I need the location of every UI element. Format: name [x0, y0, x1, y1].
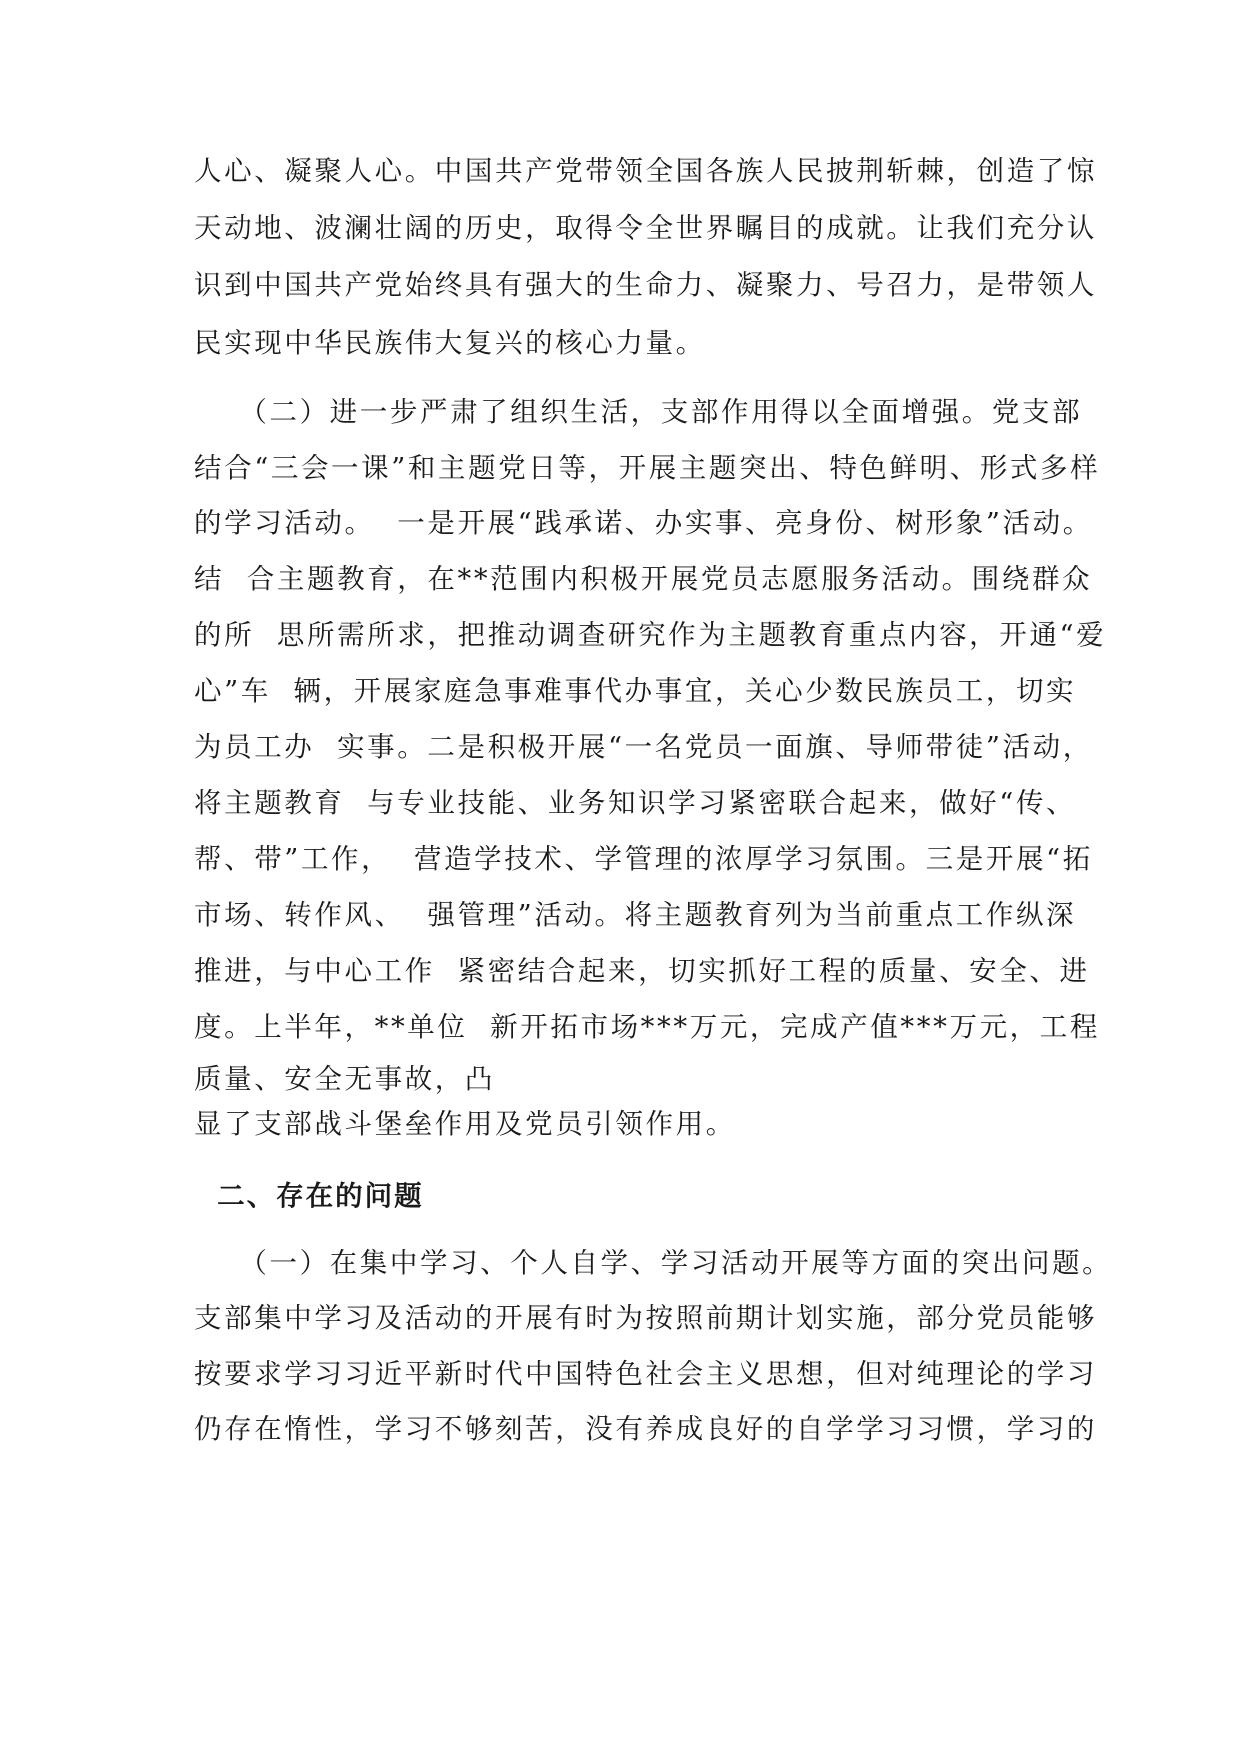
body-text-line: 的所 思所需所求，把推动调查研究作为主题教育重点内容，开通“爱 [194, 619, 1107, 651]
body-text-line: 帮、带”工作， 营造学技术、学管理的浓厚学习氛围。三是开展“拓 [194, 843, 1093, 875]
body-text-line: 结 合主题教育，在**范围内积极开展党员志愿服务活动。围绕群众 [194, 563, 1093, 595]
body-text-line: 将主题教育 与专业技能、业务知识学习紧密联合起来，做好“传、 [194, 787, 1077, 819]
body-text-line: 度。上半年，**单位 新开拓市场***万元，完成产值***万元，工程 [194, 1011, 1100, 1043]
body-text-line: 按要求学习习近平新时代中国特色社会主义思想，但对纯理论的学习 [194, 1358, 1097, 1390]
body-text-line: （二）进一步严肃了组织生活，支部作用得以全面增强。党支部 [194, 396, 1083, 428]
section-heading: 二、存在的问题 [194, 1180, 424, 1212]
body-text-line: 为员工办 实事。二是积极开展“一名党员一面旗、导师带徒”活动， [194, 731, 1093, 763]
body-text-line: 识到中国共产党始终具有强大的生命力、凝聚力、号召力，是带领人 [194, 269, 1097, 301]
body-text-line: 市场、转作风、 强管理”活动。将主题教育列为当前重点工作纵深 [194, 899, 1077, 931]
body-text-line: 推进，与中心工作 紧密结合起来，切实抓好工程的质量、安全、进 [194, 955, 1090, 987]
body-text-line: （一）在集中学习、个人自学、学习活动开展等方面的突出问题。 [194, 1247, 1113, 1279]
body-text-line: 民实现中华民族伟大复兴的核心力量。 [194, 327, 706, 359]
body-text-line: 质量、安全无事故，凸 [194, 1063, 495, 1095]
body-text-line: 仍存在惰性，学习不够刻苦，没有养成良好的自学学习习惯，学习的 [194, 1413, 1097, 1445]
body-text-line: 心”车 辆，开展家庭急事难事代办事宜，关心少数民族员工，切实 [194, 675, 1077, 707]
body-text-line: 人心、凝聚人心。中国共产党带领全国各族人民披荆斩棘，创造了惊 [194, 155, 1097, 187]
body-text-line: 支部集中学习及活动的开展有时为按照前期计划实施，部分党员能够 [194, 1302, 1097, 1334]
body-text-line: 结合“三会一课”和主题党日等，开展主题突出、特色鲜明、形式多样 [194, 452, 1101, 484]
body-text-line: 天动地、波澜壮阔的历史，取得令全世界瞩目的成就。让我们充分认 [194, 212, 1097, 244]
body-text-line: 显了支部战斗堡垒作用及党员引领作用。 [194, 1108, 736, 1140]
body-text-line: 的学习活动。 一是开展“践承诺、办实事、亮身份、树形象”活动。 [194, 507, 1093, 539]
